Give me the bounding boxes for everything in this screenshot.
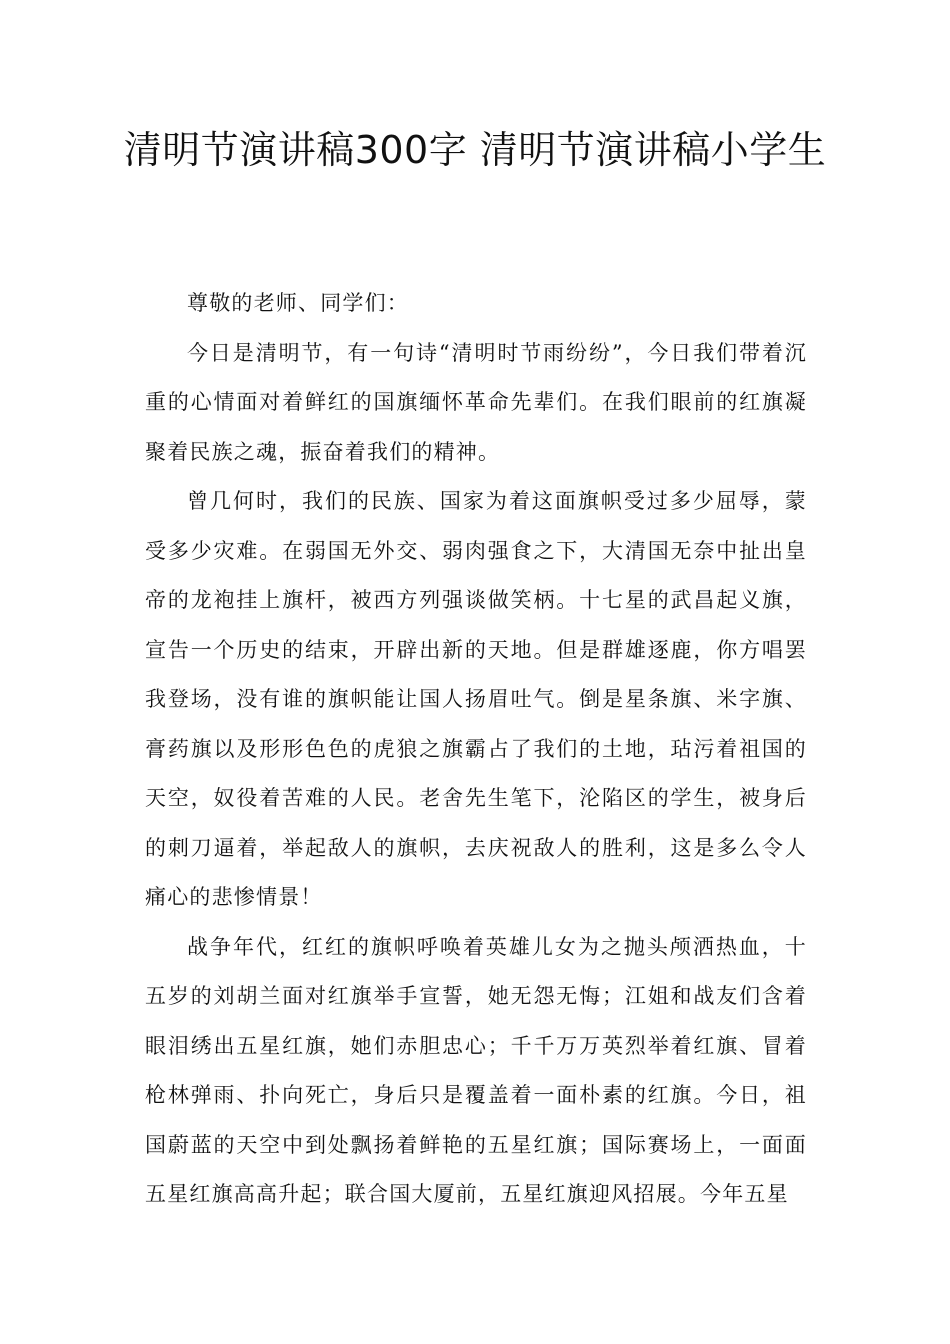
paragraph-salutation: 尊敬的老师、同学们：	[187, 291, 409, 315]
paragraph-2: 曾几何时，我们的民族、国家为着这面旗帜受过多少屈辱，蒙受多少灾难。在弱国无外交、弱肉强食之下，大清国无奈中扯出皇帝的龙袍挂上旗杆，被西方列强谈做笑柄。十七星的武昌起义旗，宣告一个历史的结束，开辟出新的天地。但是群雄逐鹿，你方唱罢我登场，没有谁的旗帜能让国人扬眉吐气。倒是星条旗、米字旗、膏药旗以及形形色色的虎狼之旗霸占了我们的土地，玷污着祖国的天空，奴役着苦难的人民。老舍先生笔下，沦陷区的学生，被身后的刺刀逼着，举起敌人的旗帜，去庆祝敌人的胜利，这是多么令人痛心的悲惨情景！	[145, 489, 807, 909]
document-title: 清明节演讲稿300字 清明节演讲稿小学生	[123, 128, 827, 172]
document-body	[145, 279, 807, 1220]
paragraph-3: 战争年代，红红的旗帜呼唤着英雄儿女为之抛头颅洒热血，十五岁的刘胡兰面对红旗举手宣誓，她无怨无悔；江姐和战友们含着眼泪绣出五星红旗，她们赤胆忠心；千千万万英烈举着红旗、冒着枪林弹雨、扑向死亡，身后只是覆盖着一面朴素的红旗。今日，祖国蔚蓝的天空中到处飘扬着鲜艳的五星红旗；国际赛场上，一面面五星红旗高高升起；联合国大厦前，五星红旗迎风招展。今年五星	[145, 934, 807, 1206]
paragraph-1: 今日是清明节，有一句诗“清明时节雨纷纷”，今日我们带着沉重的心情面对着鲜红的国旗缅怀革命先辈们。在我们眼前的红旗凝聚着民族之魂，振奋着我们的精神。	[145, 340, 807, 464]
